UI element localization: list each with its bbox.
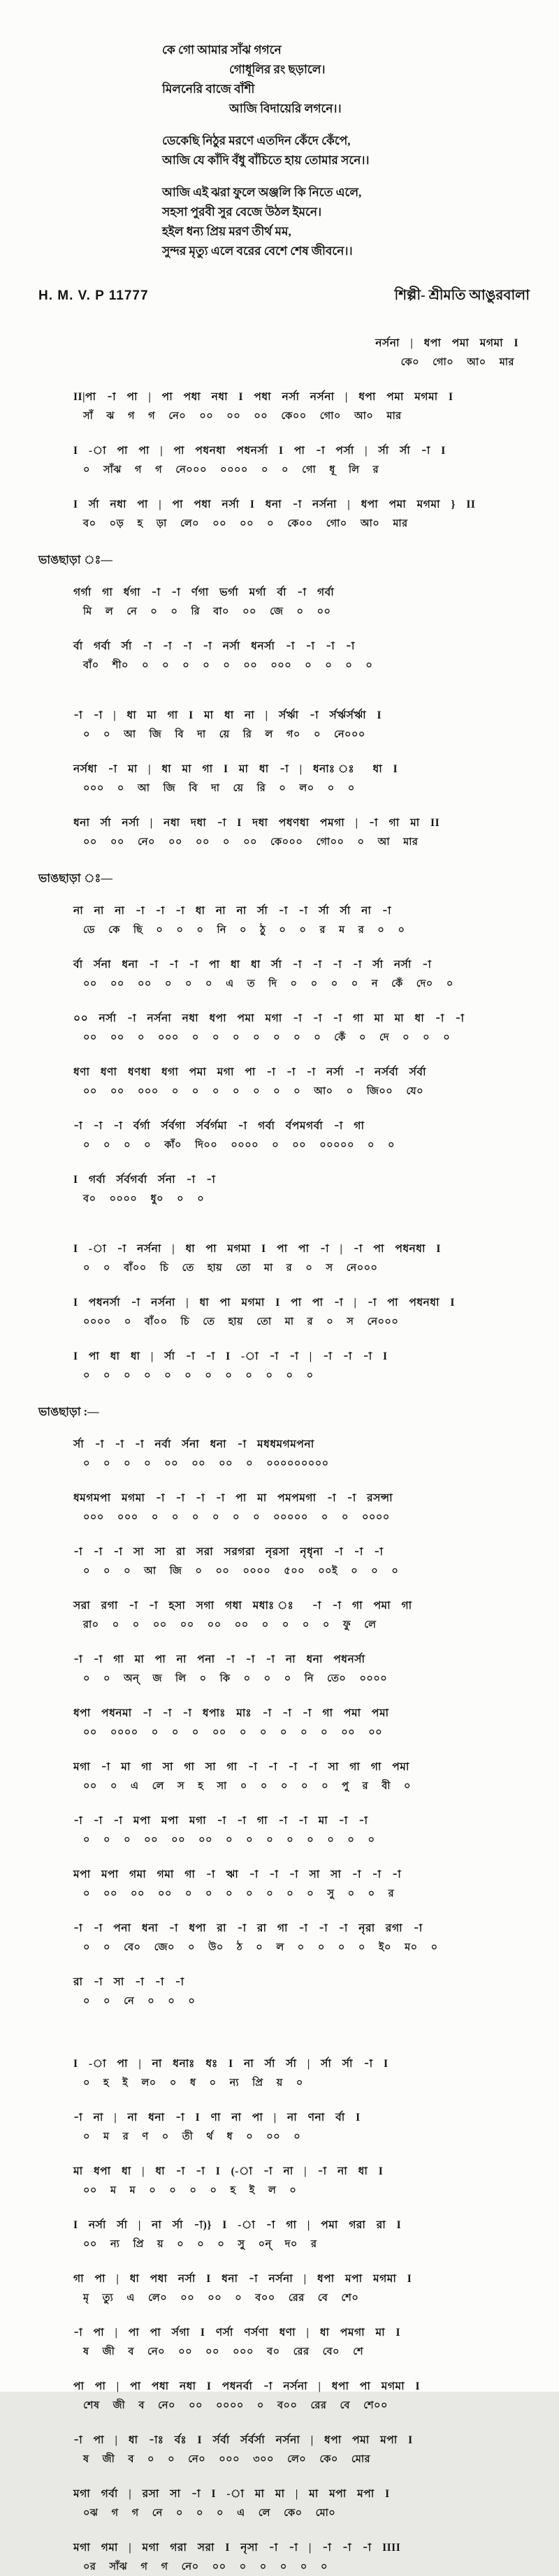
section-heading: ভাঙছাড়া :— xyxy=(38,1405,99,1419)
song-lyrics-block xyxy=(162,0,559,261)
notation-row xyxy=(73,1294,559,1331)
syllable-line: ব০ ০০০০ ধু০ ০ ০ xyxy=(83,1193,205,1205)
sargam-notes-line: I র্সা নধা পা | পা পধা নর্সা I ধনা -া নর্সনা | ধপা পমা মগমা } II xyxy=(73,499,476,511)
notation-row xyxy=(73,956,559,993)
syllable-line: বাঁ০ শী০ ০ ০ ০ ০ ০ ০০ ০০০ ০ ০ ০ ০ xyxy=(83,660,373,672)
syllable-line: ০ ০ বে০ জে০ ০ উ০ ঠ ০ ল ০ ০ ০ ০ ই০ ম০ ০ xyxy=(83,1942,438,1954)
syllable-line: ০ ০ অন্ জ লি ০ কি ০ ০ ০ নি তে০ ০০০০ xyxy=(83,1673,388,1685)
syllable-line: রা০ ০ ০ ০০ ০০ ০০ ০০ ০ ০ ০ ০ ফু লে xyxy=(83,1619,377,1631)
sargam-notation-block xyxy=(0,334,559,2576)
sargam-notes-line: নর্সনা | ধপা পমা মগমা I xyxy=(375,337,518,350)
sargam-notes-line: -া পা | ধা -াঃ র্বঃ I র্সর্বা র্সর্বর্সা নর্সনা | ধপা পমা মপা I xyxy=(73,2434,413,2447)
syllable-line: সাঁ ঝ গ গ নে০ ০০ ০০ ০০ কে০০ গো০ আ০ মার xyxy=(83,411,402,422)
sargam-notes-line: I -া পা পা | পা পধনধা পধনর্সা I পা -া পর্সা | র্সা র্সা -া I xyxy=(73,445,446,457)
syllable-line: ০ ০০ ০০ ০০ ০ ০ ০ ০ ০ ০ ০ সু ০ ০ র xyxy=(83,1888,395,1900)
notation-row xyxy=(73,1489,559,1526)
syllable-line: কে০ গো০ আ০ মার xyxy=(400,357,514,369)
syllable-line: ০ ম র ণ ০ তী র্থ ধ ০ ০০ ০ xyxy=(83,2131,301,2143)
notation-row xyxy=(73,2109,559,2146)
song-lyric-line: আজি বিদায়েরি লগনে।। xyxy=(229,102,342,116)
notation-row xyxy=(73,1240,559,1277)
sargam-notes-line: -া -া -া মপা মপা মগা -া -া গা -া -া মা -া -া xyxy=(73,1815,368,1827)
notation-row xyxy=(73,2485,559,2522)
syllable-line: ডে কে ছি ০ ০ ০ নি ০ ঠু ০ ০ র ম র ০ ০ xyxy=(83,925,405,936)
song-lyric-line: আজি যে কাঁদি বঁধু বাঁচিতে হায় তোমার সনে।। xyxy=(162,154,370,168)
sargam-notes-line: I -া -া নর্সনা | ধা পা মগমা I পা পা -া | -া পা পধনধা I xyxy=(73,1243,441,1256)
sargam-notes-line: ধণা ধণা ধণধা ধগা পমা মগা পা -া -া -া নর্সা -া নর্সর্বা র্সর্বা xyxy=(73,1066,426,1079)
syllable-line: ০০ ন্য প্রি য় ০ ০ ০ সু ০ন্ দ০ র xyxy=(83,2239,317,2251)
syllable-line: ০ ০ ০ ০ ০ ০ ০ ০ ০ ০ ০ ০ xyxy=(83,1370,314,1382)
notation-row xyxy=(73,2378,559,2415)
sargam-notes-line: গর্গা গা র্ধগা -া -া র্ণগা ভর্গা মর্গা র্বা -া গর্বা xyxy=(73,587,335,599)
section-heading: ভাঙছাড়া ঃ— xyxy=(38,871,112,885)
syllable-line: ব০ ০ড় হ ড়া লে০ ০০ ০০ ০ কে০০ গো০ আ০ মার xyxy=(83,518,408,530)
sargam-notes-line: -া -া গা মা পা না পনা -া -া -া না ধনা পধনর্সা xyxy=(73,1654,365,1666)
notation-row xyxy=(73,902,559,939)
sargam-notes-line: -া -া পনা ধনা -া ধপা রা -া রা গা -া -া -া নৃরা রগা -া xyxy=(73,1922,423,1935)
song-lyric-line: সহসা পুরবী সুর বেজে উঠল ইমনে। xyxy=(162,205,322,219)
record-header-row xyxy=(38,285,530,308)
syllable-line: মি ল নে ০ ০ রি বা০ ০০ জে ০ ০০ xyxy=(83,606,331,618)
artist-name: শিল্পী- শ্রীমতি আঙুরবালা xyxy=(394,288,530,304)
notation-row xyxy=(73,584,559,621)
syllable-line: ০০ ০০ নে০ ০০ ০০ ০ ০০ কে০০০ গো০০ ০ আ মার xyxy=(83,837,419,848)
notation-row xyxy=(73,1705,559,1742)
sargam-notes-line: মগা গমা | মগা গরা সরা I নৃসা -া -া | -া -া -া IIII xyxy=(73,2542,401,2554)
syllable-line: ০ ০ আ জি বি দা য়ে রি ল গ০ ০ নে০০০ xyxy=(83,729,365,741)
notation-row xyxy=(73,1758,559,1795)
notation-row xyxy=(73,2270,559,2307)
notation-row xyxy=(73,1436,559,1473)
syllable-line: ০০ ০০০০ ০ ০ ০ ০০ ০ ০ ০ ০ ০ ০০ ০০ xyxy=(83,1727,383,1739)
song-lyric-line: মিলনেরি বাজে বাঁশী xyxy=(162,82,255,96)
notation-row xyxy=(73,2216,559,2253)
notation-row xyxy=(73,814,559,851)
notation-row xyxy=(73,760,559,797)
sargam-notes-line: র্সা -া -া -া নর্বা র্সনা ধনা -া মধধমগমপনা xyxy=(73,1438,314,1451)
notation-row xyxy=(73,1010,559,1047)
sargam-notes-line: ধমগমপা মগমা -া -া -া -া পা মা পমপমগা -া -া রসন্সা xyxy=(73,1492,393,1505)
syllable-line: ০ ০ ০ আ জি ০ ০০ ০০০০ ৫০০ ০০ই ০ ০ ০ xyxy=(83,1566,399,1577)
sargam-notes-line: I গর্বা র্সর্বগর্বা র্সনা -া -া xyxy=(73,1174,216,1186)
syllable-line: ০ হ ই ল০ ০ ধ ০ ন্য প্রি য় ০ xyxy=(83,2077,303,2089)
sargam-notes-line: পা পা | পা পধা নধা I পধনর্বা -া নর্সনা | ধপা পা মগমা I xyxy=(73,2380,420,2393)
syllable-line: ০ঝ গ গ নে ০ ০ ০ এ লে কে০ মো০ xyxy=(83,2508,336,2519)
notation-row xyxy=(73,1866,559,1903)
sargam-notes-line: মগা গর্বা | রসা সা -া I -া মা মা | মা মপা মপা I xyxy=(73,2488,390,2501)
notation-row xyxy=(73,638,559,675)
notation-row xyxy=(73,442,559,479)
notation-row xyxy=(73,2163,559,2200)
syllable-line: মৃ ত্যু এ লে০ ০০ ০০ ০ ব০০ রের বে শে০ xyxy=(83,2292,359,2304)
sargam-notes-line: নর্সধা -া মা | ধা মা গা I মা ধা -া | ধনাঃ ঃ ধা I xyxy=(73,763,398,776)
notation-row xyxy=(73,1651,559,1688)
syllable-line: ০ ০ ০ ০ ০০ ০০ ০০ ০ ০০০০০০০০০ xyxy=(83,1458,329,1470)
notation-row xyxy=(73,1171,559,1208)
song-lyric-line: হইল ধন্য প্রিয় মরণ তীর্থ মম, xyxy=(162,225,291,239)
notation-row xyxy=(73,1543,559,1580)
song-lyric-line: আজি এই ঝরা ফুলে অঞ্জলি কি নিতে এলে, xyxy=(162,186,362,200)
sargam-notes-line: I নর্সা র্সা | না র্সা -া)} I -া -া গা | পমা গরা রা I xyxy=(73,2219,402,2232)
syllable-line: ০০০ ০ আ জি বি দা য়ে রি ০ ল০ ০ ০ xyxy=(83,783,355,795)
notation-row xyxy=(73,1597,559,1634)
syllable-line: ষ জী ব নে০ ০০ ০০ ০০০ ব০ রের বে০ শে xyxy=(83,2346,364,2358)
sargam-notes-line: ধনা র্সা নর্সা | নধা দধা -া I দধা পধণধা পমগা | -া গা মা II xyxy=(73,817,440,830)
notation-row xyxy=(73,707,559,744)
sargam-notes-line: গা পা | ধা পধা নর্সা I ধনা -া নর্সনা | ধপা মপা মগমা I xyxy=(73,2273,412,2286)
notation-row xyxy=(73,496,559,533)
notation-section xyxy=(0,551,559,851)
syllable-line: ০ ০ বাঁ০০ চি তে হায় তো মা র ০ স নে০০০ xyxy=(83,1263,378,1274)
song-lyric-line: গোধূলির রং ছড়ালে। xyxy=(229,63,326,77)
record-catalog-number: H. M. V. P 11777 xyxy=(38,288,149,304)
song-lyric-line: কে গো আমার সাঁঝ গগনে xyxy=(162,43,282,57)
syllable-line: ০০০ ০০০ ০ ০ ০ ০ ০ ০ ০০০০০ ০ ০ ০০০০ xyxy=(83,1512,390,1524)
syllable-line: ০র সাঁঝ গ গ নে০ ০০ ০ ০ ০ ০ ০ xyxy=(83,2561,328,2573)
notation-row xyxy=(0,334,518,371)
notation-row xyxy=(73,2431,559,2468)
sargam-notes-line: -া -া | ধা মা গা I মা ধা না | র্সর্ঋা -া র্সর্ঋর্সর্ঋা I xyxy=(73,709,382,722)
syllable-line: ০ ০ ০ ০ কাঁ০ দি০০ ০০০০ ০ ০০ ০০০০০ ০ ০ xyxy=(83,1140,395,1151)
notation-section xyxy=(0,2055,559,2576)
sargam-notes-line: সরা রগা -া -া হসা সগা গধা মধাঃ ঃ -া -া গা পমা গা xyxy=(73,1600,412,1612)
notation-row xyxy=(73,1973,559,2010)
syllable-line: শেষ জী ব নে০ ০০ ০০০০ ০ ব০০ রের বে শে০০ xyxy=(83,2400,388,2412)
notation-row xyxy=(73,1920,559,1957)
section-heading: ভাঙছাড়া ঃ— xyxy=(38,553,112,567)
sargam-notes-line: ধপা পধনমা -া -া -া ধপাঃ মাঃ -া -া -া গা পমা পমা xyxy=(73,1707,389,1720)
syllable-line: ০০ ০০ ০০ ০ ০ ০ এ ত দি ০ ০ ০ ০ ন কেঁ দে০ ০ xyxy=(83,978,453,990)
notation-row xyxy=(73,1063,559,1101)
syllable-line: ০০ ০ এ লে স হ সা ০ ০ ০ ০ ০ পু র বী ০ xyxy=(83,1781,411,1793)
syllable-line: ০০ ম ম ০ ০ ০ ০ হ ই ল ০ xyxy=(83,2185,297,2197)
notation-row xyxy=(73,1117,559,1154)
sargam-notes-line: II|পা -া পা | পা পধা নধা I পধা নর্সা নর্সনা | ধপা পমা মগমা I xyxy=(73,391,453,404)
sargam-notes-line: I পধনর্সা -া নর্সনা | ধা পা মগমা I পা পা -া | -া পা পধনধা I xyxy=(73,1297,455,1309)
notation-section xyxy=(0,1403,559,2010)
sargam-notes-line: -া -া -া র্বর্গা র্সর্বগা র্সর্বর্গমা -া গর্বা র্বপমগর্বা -া গা xyxy=(73,1120,365,1133)
syllable-line: ০ ০ ০ ০০ ০০ ০০ ০ ০ ০ ০ ০ ০ ০ ০ xyxy=(83,1834,375,1846)
syllable-line: ০ সাঁঝ গ গ নে০০০ ০০০০ ০ ০ গো ধূ লি র xyxy=(83,464,379,476)
syllable-line: ০ ০ নে ০ ০ ০ xyxy=(83,1996,196,2008)
notation-row xyxy=(73,1348,559,1385)
notation-row xyxy=(73,2539,559,2576)
sargam-notes-line: -া না | না ধনা -া I ণা না পা | না ণনা র্বা I xyxy=(73,2112,361,2124)
sargam-notes-line: মগা -া মা গা সা গা সা গা -া -া -া -া সা গা গা পমা xyxy=(73,1761,409,1774)
notation-row xyxy=(73,1812,559,1849)
sargam-notes-line: I পা ধা ধা | র্সা -া -া I -া -া -া | -া -া -া I xyxy=(73,1350,388,1363)
sargam-notes-line: রা -া সা -া -া -া xyxy=(73,1976,184,1989)
sargam-notes-line: -া পা | পা পা র্সগা I ণর্সা ণর্সণা ধণা | ধা পমগা মা I xyxy=(73,2327,401,2339)
notation-section xyxy=(0,334,559,533)
song-lyric-line: ডেকেছি নিঠুর মরণে এতদিন কেঁদে কেঁপে, xyxy=(162,134,351,148)
song-lyric-line: সুন্দর মৃত্যু এলে বরের বেশে শেষ জীবনে।। xyxy=(162,244,353,258)
sargam-notes-line: মপা মপা গমা গমা গা -া ঋা -া -া -া সা সা -া -া -া xyxy=(73,1869,402,1881)
sargam-notes-line: র্বা র্সনা ধনা -া -া -া পা ধা ধা র্সা -া -া -া -া র্সা নর্সা -া xyxy=(73,959,432,971)
sargam-notes-line: র্বা গর্বা র্সা -া -া -া -া নর্সা ধনর্সা -া -া -া -া xyxy=(73,640,355,653)
syllable-line: ০০ ০০ ০ ০০০ ০ ০ ০ ০ ০ ০ ০ কেঁ ০ দে ০ ০ ০ xyxy=(83,1032,451,1044)
notation-row xyxy=(73,388,559,425)
sargam-notes-line: না না না -া -া -া ধা না না র্সা -া -া র্সা র্সা না -া xyxy=(73,905,392,918)
syllable-line: ষ জী ব ০ ০ নে০ ০০০ ৩০০ লে০ কে০ মোর xyxy=(83,2454,371,2466)
notation-row xyxy=(73,2055,559,2092)
sargam-notes-line: ০০ নর্সা -া নর্সনা নধা ধপা পমা মগা -া -া -া গা মা মা ধা -া -া xyxy=(73,1013,465,1025)
notation-row xyxy=(73,2324,559,2361)
syllable-line: ০০ ০০ ০০০ ০ ০ ০ ০ ০ ০ ০ আ০ ০ জি০০ যে০ xyxy=(83,1086,424,1098)
sargam-notes-line: -া -া -া সা সা রা সরা সরগরা নৃরসা নৃধৃনা -া -া -া xyxy=(73,1546,384,1559)
sargam-notes-line: মা ধপা ধা | ধা -া -া I (-া -া না | -া না ধা I xyxy=(73,2165,384,2178)
sargam-notes-line: I -া পা | না ধনাঃ ধঃ I না র্সা র্সা | র্সা র্সা -া I xyxy=(73,2058,389,2070)
notation-section xyxy=(0,869,559,1385)
syllable-line: ০০০০ ০ বাঁ০০ চি তে হায় তো মা র ০ স নে০০০ xyxy=(83,1316,399,1328)
